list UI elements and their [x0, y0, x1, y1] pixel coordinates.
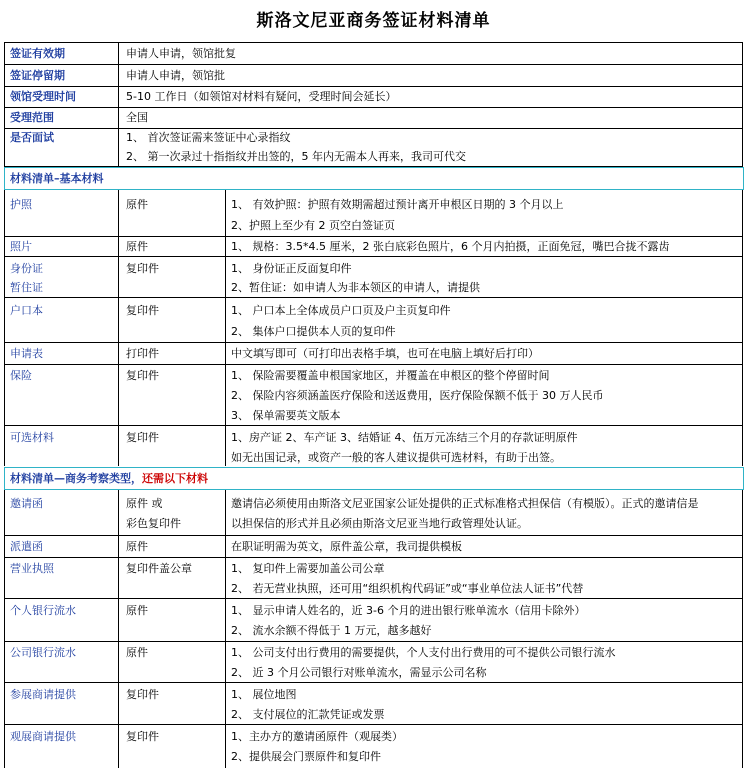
scope-value: 全国	[126, 111, 148, 124]
row-name-exhibitor: 参展商请提供	[10, 688, 76, 701]
optional-line-1: 1、房产证 2、车产证 3、结婚证 4、伍万元冻结三个月的存款证明原件	[231, 431, 578, 444]
visitor-line-2: 2、提供展会门票原件和复印件	[231, 750, 381, 763]
photo-line-1: 1、 规格：3.5*4.5 厘米，2 张白底彩色照片，6 个月内拍摄，正面免冠，嘴巴合拢不露齿	[231, 240, 670, 253]
row-type-photo: 原件	[126, 240, 148, 253]
optional-line-2: 如无出国记录，或资产一般的客人建议提供可选材料，有助于出签。	[231, 451, 561, 464]
row-type-invitation-2: 彩色复印件	[126, 517, 181, 530]
license-line-2: 2、 若无营业执照，还可用“组织机构代码证”或“事业单位法人证书”代替	[231, 582, 584, 595]
row-name-visitor: 观展商请提供	[10, 730, 76, 743]
row-name-dispatch-letter: 派遣函	[10, 540, 43, 553]
id-card-line-1: 1、 身份证正反面复印件	[231, 262, 352, 275]
row-name-business-license: 营业执照	[10, 562, 54, 575]
row-type-passport: 原件	[126, 198, 148, 211]
exhibitor-line-1: 1、 展位地图	[231, 688, 297, 701]
row-type-dispatch-letter: 原件	[126, 540, 148, 553]
section-business-title: 材料清单—商务考察类型，	[10, 472, 142, 485]
interview-label: 是否面试	[10, 131, 54, 144]
row-type-household-register: 复印件	[126, 304, 159, 317]
row-name-id-card: 身份证	[10, 262, 43, 275]
row-type-personal-bank: 原件	[126, 604, 148, 617]
row-type-exhibitor: 复印件	[126, 688, 159, 701]
visitor-line-1: 1、主办方的邀请函原件（观展类）	[231, 730, 403, 743]
scope-label: 受理范围	[10, 111, 54, 124]
interview-line-1: 1、 首次签证需来签证中心录指纹	[126, 131, 291, 144]
row-type-application-form: 打印件	[126, 347, 159, 360]
visa-stay-label: 签证停留期	[10, 69, 65, 82]
row-type-optional-materials: 复印件	[126, 431, 159, 444]
row-name-insurance: 保险	[10, 369, 32, 382]
visa-validity-value: 申请人申请，领馆批复	[126, 47, 236, 60]
row-name-invitation: 邀请函	[10, 497, 43, 510]
row-type-visitor: 复印件	[126, 730, 159, 743]
row-name-company-bank: 公司银行流水	[10, 646, 76, 659]
section-business-materials	[10, 472, 208, 486]
section-basic-materials: 材料清单–基本材料	[10, 172, 104, 185]
processing-time-value: 5-10 工作日（如领馆对材料有疑问，受理时间会延长）	[126, 90, 397, 103]
passport-line-2: 2、护照上至少有 2 页空白签证页	[231, 219, 395, 232]
insurance-line-3: 3、 保单需要英文版本	[231, 409, 341, 422]
row-name-household-register: 户口本	[10, 304, 43, 317]
personal-bank-line-1: 1、 显示申请人姓名的，近 3-6 个月的进出银行账单流水（信用卡除外）	[231, 604, 586, 617]
section-business-note: 还需以下材料	[142, 472, 208, 485]
dispatch-line-1: 在职证明需为英文，原件盖公章，我司提供模板	[231, 540, 462, 553]
row-name-personal-bank: 个人银行流水	[10, 604, 76, 617]
row-type-invitation: 原件 或	[126, 497, 163, 510]
row-type-business-license: 复印件盖公章	[126, 562, 192, 575]
household-line-2: 2、 集体户口提供本人页的复印件	[231, 325, 396, 338]
license-line-1: 1、 复印件上需要加盖公司公章	[231, 562, 385, 575]
passport-line-1: 1、 有效护照：护照有效期需超过预计离开申根区日期的 3 个月以上	[231, 198, 564, 211]
id-card-line-2: 2、暂住证：如申请人为非本领区的申请人，请提供	[231, 281, 480, 294]
row-name-residence-permit: 暂住证	[10, 281, 43, 294]
household-line-1: 1、 户口本上全体成员户口页及户主页复印件	[231, 304, 451, 317]
company-bank-line-1: 1、 公司支付出行费用的需要提供，个人支付出行费用的可不提供公司银行流水	[231, 646, 616, 659]
visa-validity-label: 签证有效期	[10, 47, 65, 60]
personal-bank-line-2: 2、 流水余额不得低于 1 万元，越多越好	[231, 624, 432, 637]
visa-stay-value: 申请人申请，领馆批	[126, 69, 225, 82]
exhibitor-line-2: 2、 支付展位的汇款凭证或发票	[231, 708, 385, 721]
insurance-line-1: 1、 保险需要覆盖申根国家地区，并覆盖在申根区的整个停留时间	[231, 369, 550, 382]
invitation-line-2: 以担保信的形式并且必须由斯洛文尼亚当地行政管理处认证。	[231, 517, 528, 530]
processing-time-label: 领馆受理时间	[10, 90, 76, 103]
invitation-line-1: 邀请信必须使用由斯洛文尼亚国家公证处提供的正式标准格式担保信（有模版）。正式的邀请信是	[231, 497, 699, 510]
company-bank-line-2: 2、 近 3 个月公司银行对账单流水，需显示公司名称	[231, 666, 487, 679]
interview-line-2: 2、 第一次录过十指指纹并出签的，5 年内无需本人再来，我司可代交	[126, 150, 466, 163]
row-type-company-bank: 原件	[126, 646, 148, 659]
row-name-optional-materials: 可选材料	[10, 431, 54, 444]
row-name-photo: 照片	[10, 240, 32, 253]
page-title: 斯洛文尼亚商务签证材料清单	[256, 11, 491, 31]
insurance-line-2: 2、 保险内容须涵盖医疗保险和送返费用，医疗保险保额不低于 30 万人民币	[231, 389, 604, 402]
application-form-line-1: 中文填写即可（可打印出表格手填，也可在电脑上填好后打印）	[231, 347, 539, 360]
row-type-id-card: 复印件	[126, 262, 159, 275]
row-type-insurance: 复印件	[126, 369, 159, 382]
row-name-passport: 护照	[10, 198, 32, 211]
row-name-application-form: 申请表	[10, 347, 43, 360]
